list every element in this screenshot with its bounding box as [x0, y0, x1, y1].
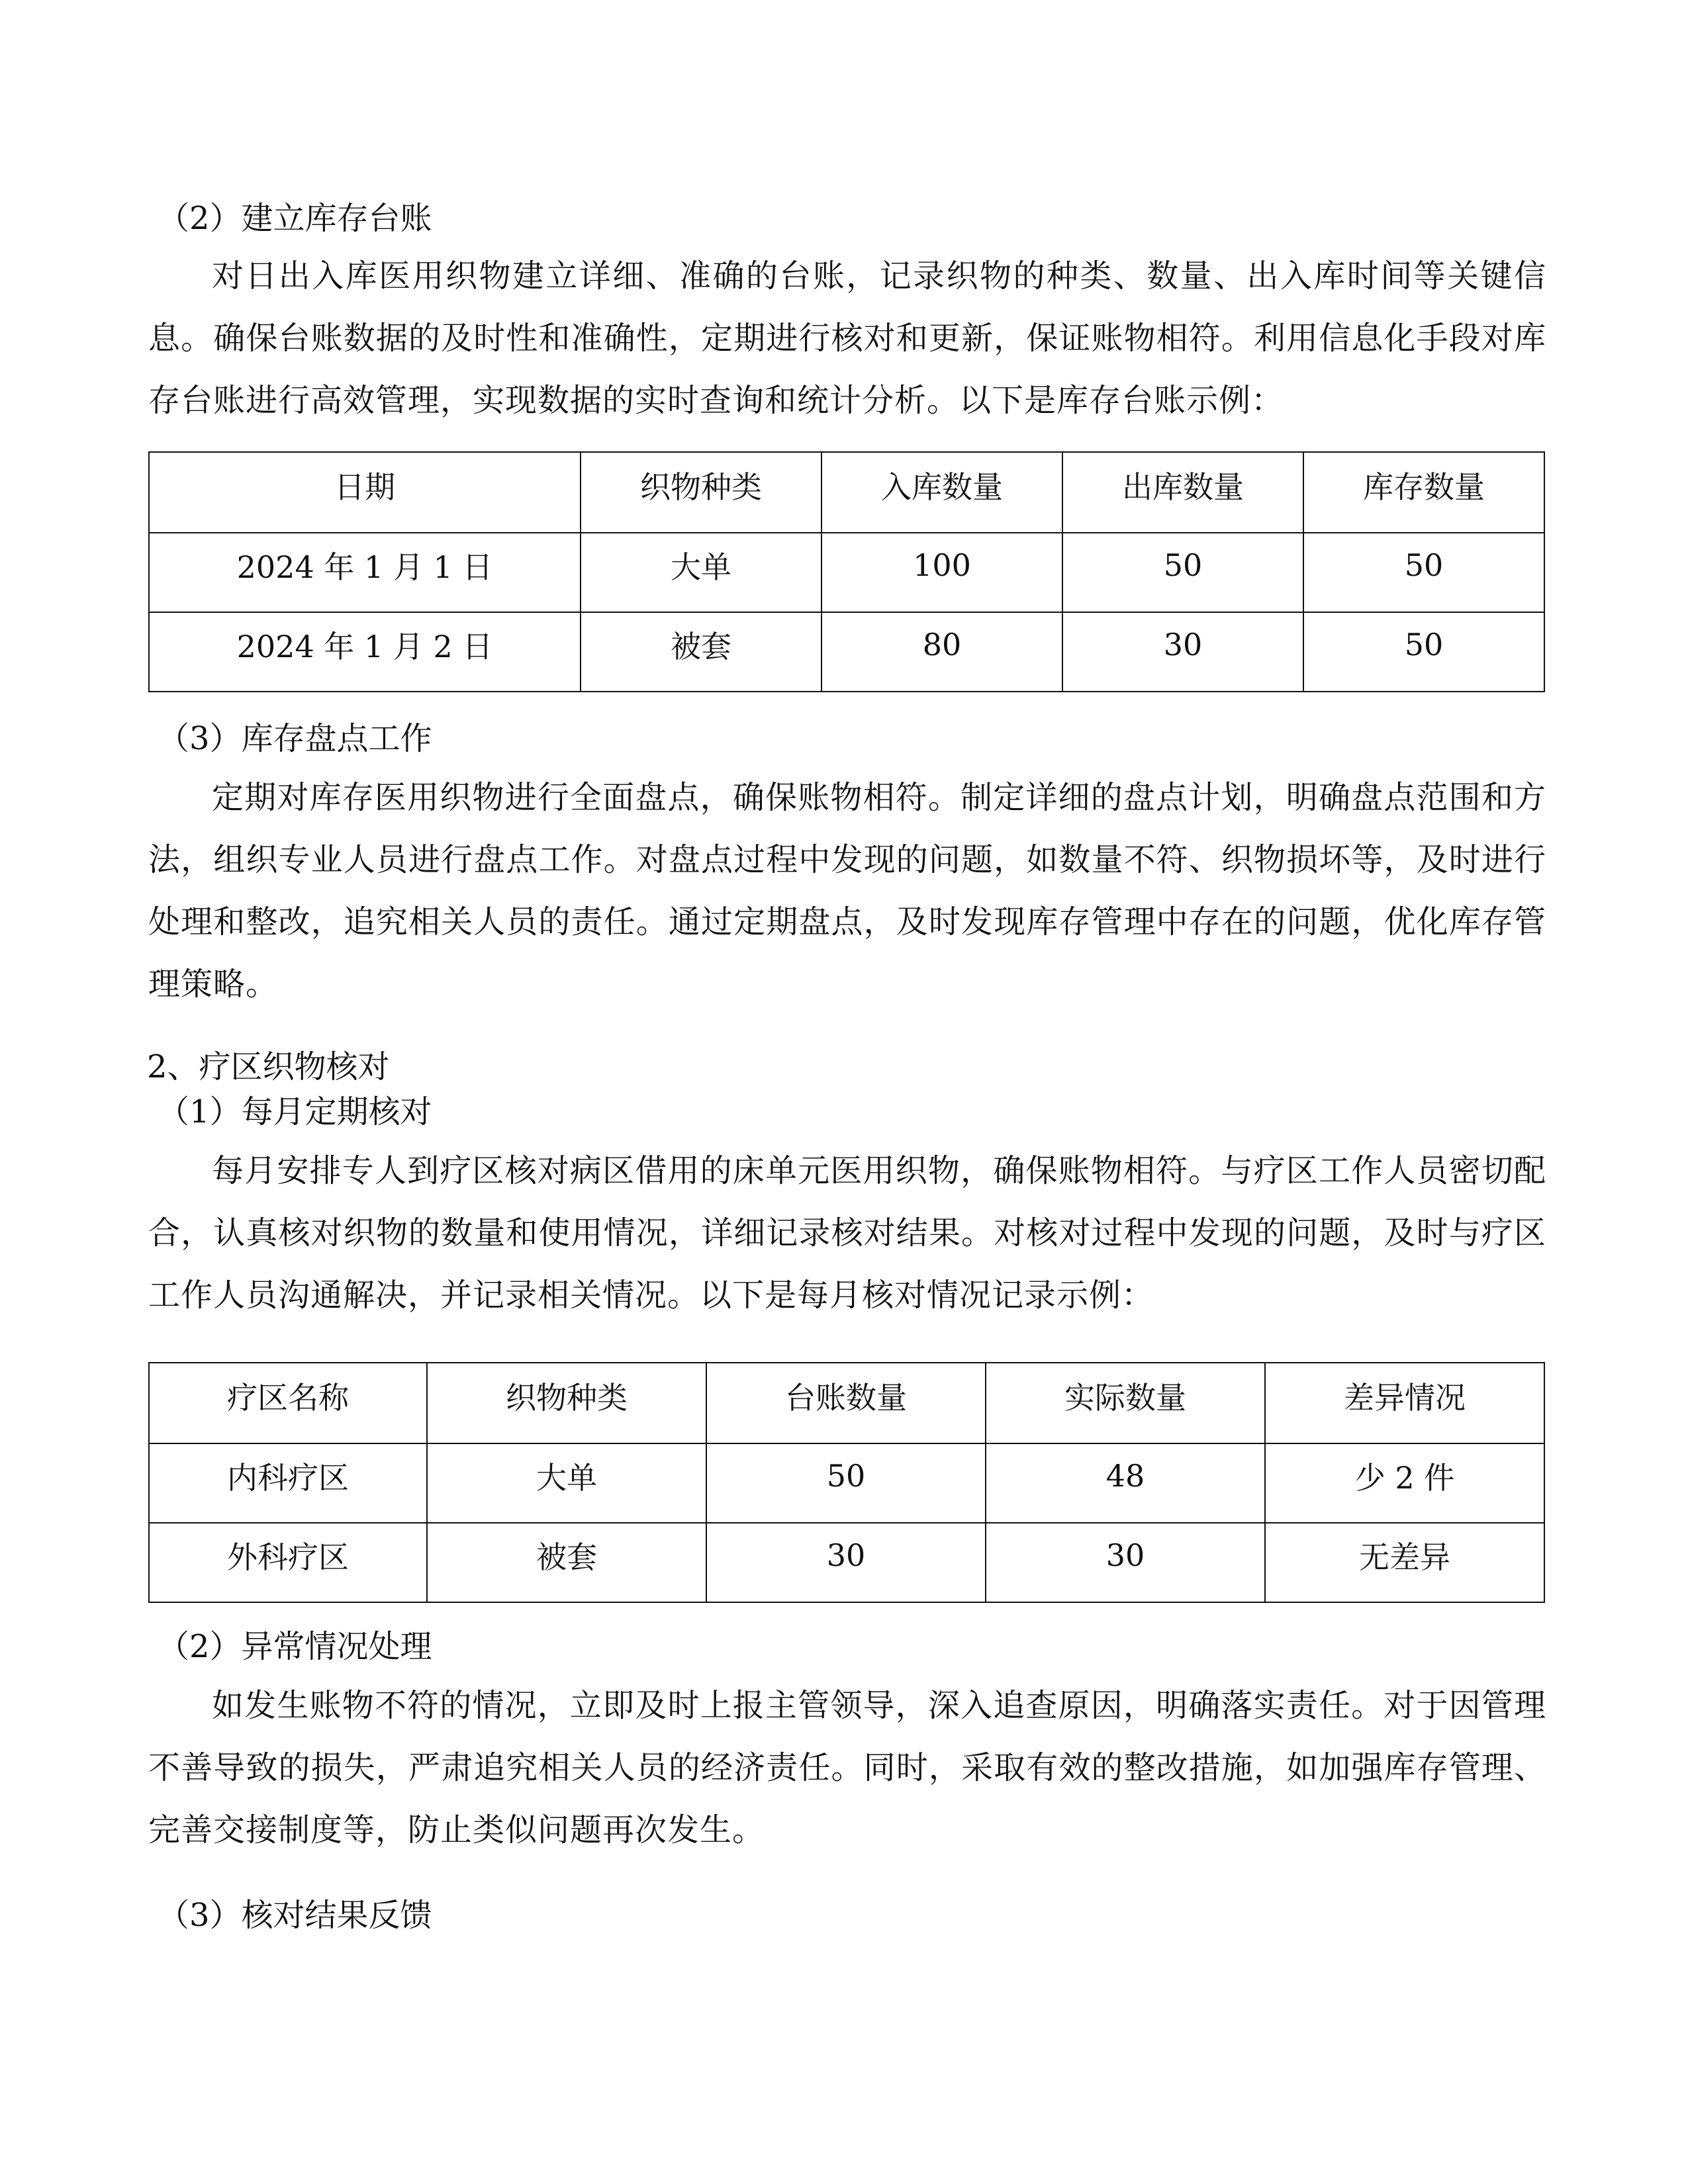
table-cell: 外科疗区 [149, 1523, 427, 1602]
column-header: 入库数量 [821, 452, 1062, 533]
inventory-ledger-table [148, 451, 1545, 692]
section-heading-ward-check: 2、疗区织物核对 [147, 1048, 390, 1085]
table-row [149, 612, 1544, 692]
column-header: 台账数量 [706, 1363, 986, 1443]
table-cell: 2024 年 1 月 1 日 [149, 533, 581, 612]
table-cell: 大单 [581, 533, 821, 612]
table-cell: 50 [1062, 533, 1303, 612]
table-cell: 30 [986, 1523, 1265, 1602]
column-header: 织物种类 [581, 452, 821, 533]
section-heading-monthly-check: （1）每月定期核对 [158, 1093, 432, 1130]
table-cell: 少 2 件 [1265, 1443, 1544, 1523]
table-header-row [149, 1363, 1544, 1443]
table-cell: 50 [1303, 533, 1544, 612]
column-header: 库存数量 [1303, 452, 1544, 533]
paragraph-stocktaking: 定期对库存医用织物进行全面盘点，确保账物相符。制定详细的盘点计划，明确盘点范围和方法，组织专业人员进行盘点工作。对盘点过程中发现的问题，如数量不符、织物损坏等，及时进行处理和整改，追究相关人员的责任。通过定期盘点，及时发现库存管理中存在的问题，优化库存管理策略。 [148, 779, 1546, 1003]
table-cell: 50 [1303, 612, 1544, 692]
table-cell: 50 [706, 1443, 986, 1523]
table-row [149, 533, 1544, 612]
section-heading-exception-handling: （2）异常情况处理 [158, 1628, 432, 1665]
table-cell: 被套 [581, 612, 821, 692]
table-cell: 30 [706, 1523, 986, 1602]
table-cell: 30 [1062, 612, 1303, 692]
table-cell: 2024 年 1 月 2 日 [149, 612, 581, 692]
column-header: 出库数量 [1062, 452, 1303, 533]
paragraph-monthly-check: 每月安排专人到疗区核对病区借用的床单元医用织物，确保账物相符。与疗区工作人员密切配合，认真核对织物的数量和使用情况，详细记录核对结果。对核对过程中发现的问题，及时与疗区工作人员沟通解决，并记录相关情况。以下是每月核对情况记录示例： [148, 1152, 1546, 1314]
monthly-check-table [148, 1362, 1545, 1603]
table-cell: 大单 [427, 1443, 706, 1523]
table-cell: 80 [821, 612, 1062, 692]
table-row [149, 1523, 1544, 1602]
table-cell: 被套 [427, 1523, 706, 1602]
section-heading-stocktaking: （3）库存盘点工作 [158, 720, 432, 757]
table-cell: 100 [821, 533, 1062, 612]
column-header: 织物种类 [427, 1363, 706, 1443]
paragraph-exception-handling: 如发生账物不符的情况，立即及时上报主管领导，深入追查原因，明确落实责任。对于因管理不善导致的损失，严肃追究相关人员的经济责任。同时，采取有效的整改措施，如加强库存管理、完善交接制度等，防止类似问题再次发生。 [148, 1687, 1546, 1848]
column-header: 差异情况 [1265, 1363, 1544, 1443]
column-header: 疗区名称 [149, 1363, 427, 1443]
column-header: 日期 [149, 452, 581, 533]
table-row [149, 1443, 1544, 1523]
paragraph-inventory-ledger: 对日出入库医用织物建立详细、准确的台账，记录织物的种类、数量、出入库时间等关键信息。确保台账数据的及时性和准确性，定期进行核对和更新，保证账物相符。利用信息化手段对库存台账进行高效管理，实现数据的实时查询和统计分析。以下是库存台账示例： [148, 257, 1546, 419]
table-cell: 内科疗区 [149, 1443, 427, 1523]
column-header: 实际数量 [986, 1363, 1265, 1443]
table-cell: 48 [986, 1443, 1265, 1523]
section-heading-result-feedback: （3）核对结果反馈 [158, 1897, 432, 1934]
section-heading-inventory-ledger: （2）建立库存台账 [158, 200, 432, 237]
table-cell: 无差异 [1265, 1523, 1544, 1602]
table-header-row [149, 452, 1544, 533]
